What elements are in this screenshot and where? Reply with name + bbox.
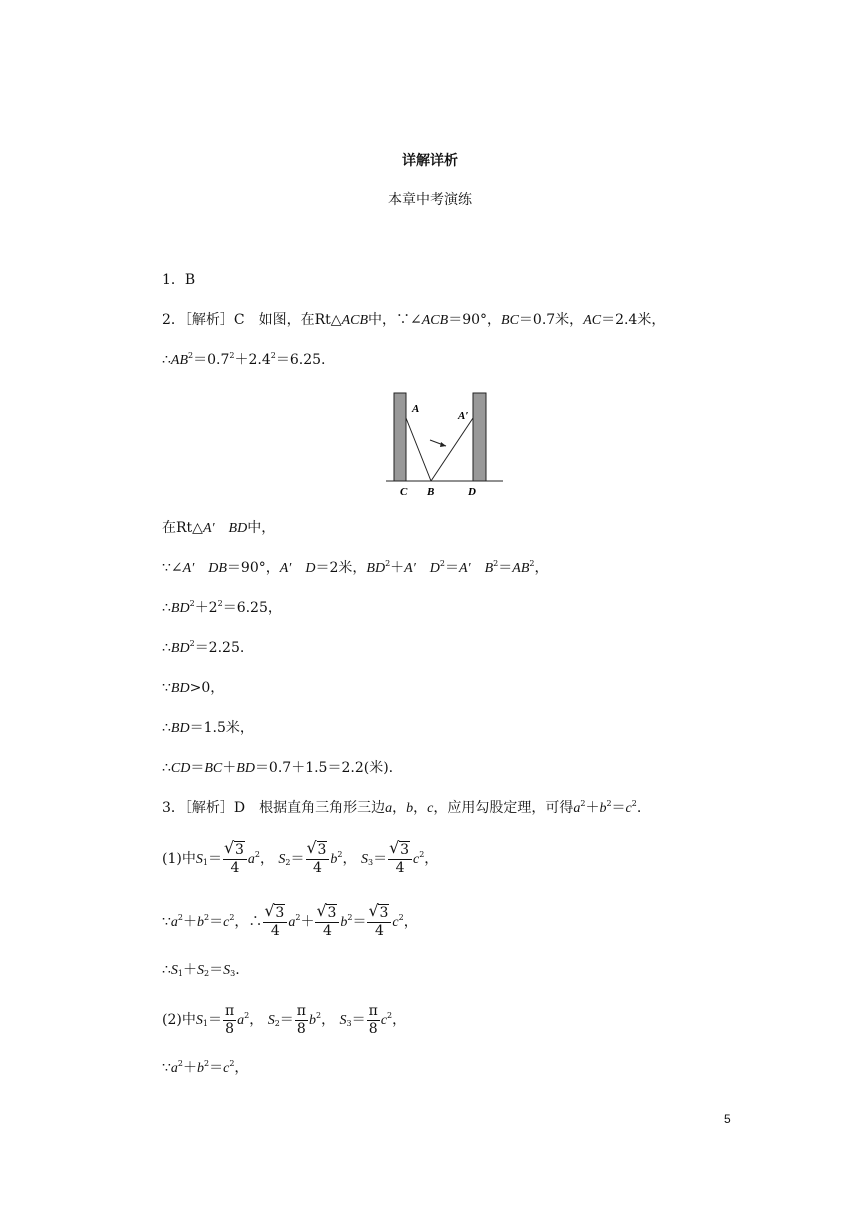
q2-line-5: $\therefore BD^2+2^2=6.25$，	[162, 599, 282, 616]
q3-line-6: $\because a^2+b^2=c^2$，	[162, 1059, 249, 1076]
label-c: C	[400, 486, 408, 498]
q2-line-6: $\therefore BD^2=2.25$.	[162, 639, 245, 656]
fraction: √ $\frac{3}{4}$	[306, 842, 330, 877]
fraction: √ $\frac{3}{4}$	[315, 905, 339, 940]
label-a: A	[412, 403, 420, 415]
ladder-figure	[386, 388, 506, 500]
q2-line-8: ∴BD＝1.5米，	[162, 720, 254, 736]
q3-line-3: $\because a^2+b^2=c^2$，∴ √ $\frac{3}{4}$ $a^2+$ √ $\frac{3}{4}$ $b^2=$ √ $\frac{3}{4}$ $c^2$，	[162, 903, 418, 942]
fraction: √ $\frac{3}{4}$	[223, 842, 247, 877]
label-d: D	[468, 486, 476, 498]
page-title: 详解详析	[402, 153, 458, 169]
q2-line-3: 在Rt△A′ BD中，	[162, 520, 276, 536]
fraction: √ $\frac{3}{4}$	[388, 842, 412, 877]
q2-line-1: 2．［解析］C 如图，在Rt△ACB中，∵∠ACB＝90°，BC＝0.7米，AC＝2.4米，	[162, 312, 666, 328]
q3-line-4: $\therefore S_1+S_2=S_3$.	[162, 962, 240, 978]
fraction: √ $\frac{3}{4}$	[367, 905, 391, 940]
q2-line-4: ∵∠A′ DB＝90°，A′ D＝2米，$BD^2+A'$ $D^2=A'$ $B^2=AB^2$，	[162, 559, 549, 576]
answer-1: 1．B	[162, 272, 196, 288]
fraction: √ $\frac{3}{4}$	[263, 905, 287, 940]
q3-line-2: (1)中$S_1=$ √ $\frac{3}{4}$ $a^2$， $S_2=$ √ $\frac{3}{4}$ $b^2$， $S_3=$ √ $\frac{3}{4}$ $c^2$，	[162, 840, 438, 879]
fraction: $\frac{\pi}{8}$	[224, 1002, 235, 1037]
q2-line-7: ∵BD>0，	[162, 680, 225, 696]
fraction: $\frac{\pi}{8}$	[296, 1002, 306, 1037]
page-number: 5	[724, 1112, 731, 1126]
label-b: B	[427, 486, 435, 498]
q2-line-2: $\therefore AB^2=0.7^2+2.4^2=6.25$.	[162, 351, 326, 368]
label-a-prime: A′	[458, 410, 469, 422]
q3-line-1: 3．［解析］D 根据直角三角形三边a，b，c，应用勾股定理，可得$a^2+b^2=c^2$.	[162, 799, 642, 816]
page-subtitle: 本章中考演练	[388, 192, 472, 208]
fraction: $\frac{\pi}{8}$	[368, 1002, 378, 1037]
q2-line-9: ∴CD＝BC＋BD＝0.7＋1.5＝2.2(米).	[162, 760, 394, 776]
q3-line-5: (2)中$S_1=$ $\frac{\pi}{8}$ $a^2$， $S_2=$ $\frac{\pi}{8}$ $b^2$， $S_3=$ $\frac{\pi}{8}$ $c^2$，	[162, 1002, 407, 1037]
